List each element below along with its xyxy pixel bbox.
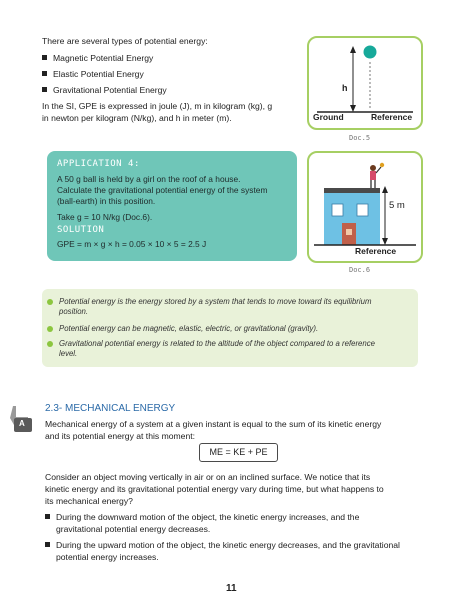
definition-line: and its potential energy at this moment:: [45, 431, 195, 441]
height-label: h: [342, 83, 348, 93]
summary-item: Gravitational potential energy is related to the altitude of the object compared to a reference level.: [59, 339, 405, 359]
summary-box: [42, 289, 418, 367]
given-line: Take g = 10 N/kg (Doc.6).: [57, 212, 153, 222]
solution-line: GPE = m × g × h = 0.05 × 10 × 5 = 2.5 J: [57, 239, 207, 249]
page-number: 11: [226, 583, 237, 594]
solution-title: SOLUTION: [57, 225, 105, 235]
motion-bullet-cont: potential energy increases.: [56, 552, 159, 562]
consider-line: Consider an object moving vertically in air or on an inclined surface. We notice that its: [45, 472, 371, 482]
consider-line: kinetic energy and its gravitational potential energy vary during time, but what happens to: [45, 484, 384, 494]
consider-line: its mechanical energy?: [45, 496, 133, 506]
application-line: A 50 g ball is held by a girl on the roof of a house.: [57, 174, 241, 184]
section-badge: [6, 403, 42, 437]
reference-label: Reference: [355, 246, 397, 256]
doc6-caption: Doc.6: [349, 266, 371, 274]
bullet-square-icon: [45, 542, 50, 547]
intro-heading: There are several types of potential energy:: [42, 36, 208, 46]
type-item: Gravitational Potential Energy: [42, 84, 167, 96]
type-item: Elastic Potential Energy: [42, 68, 144, 80]
definition-line: Mechanical energy of a system at a given instant is equal to the sum of its kinetic energy: [45, 419, 382, 429]
doc6-figure: [307, 151, 423, 263]
application-title: APPLICATION 4:: [57, 159, 140, 169]
si-units-line: In the SI, GPE is expressed in joule (J), m in kilogram (kg), g: [42, 101, 273, 111]
application-box: [47, 151, 297, 261]
badge-letter: A: [19, 419, 25, 428]
summary-item: Potential energy can be magnetic, elastic, electric, or gravitational (gravity).: [59, 324, 405, 334]
type-item: Magnetic Potential Energy: [42, 52, 153, 64]
application-line: (ball-earth) in this position.: [57, 196, 156, 206]
motion-bullet: During the downward motion of the object, the kinetic energy increases, and the: [45, 511, 359, 523]
summary-item: Potential energy is the energy stored by a system that tends to move toward its equilibrium position.: [59, 297, 405, 317]
reference-label: Reference: [371, 112, 413, 122]
motion-bullet: During the upward motion of the object, the kinetic energy decreases, and the gravitational: [45, 539, 400, 551]
doc5-caption: Doc.5: [349, 134, 371, 142]
doc5-figure: [307, 36, 423, 130]
bullet-dot-icon: [47, 299, 53, 305]
bullet-square-icon: [42, 55, 47, 60]
si-units-line: in newton per kilogram (N/kg), and h in meter (m).: [42, 113, 232, 123]
ground-label: Ground: [313, 112, 344, 122]
mechanical-energy-formula: ME = KE + PE: [199, 443, 278, 462]
bullet-square-icon: [42, 87, 47, 92]
application-line: Calculate the gravitational potential energy of the system: [57, 185, 268, 195]
section-title: 2.3- MECHANICAL ENERGY: [45, 403, 176, 414]
height-5m-label: 5 m: [389, 200, 405, 211]
bullet-dot-icon: [47, 326, 53, 332]
motion-bullet-cont: gravitational potential energy decreases.: [56, 524, 211, 534]
bullet-dot-icon: [47, 341, 53, 347]
bullet-square-icon: [42, 71, 47, 76]
bullet-square-icon: [45, 514, 50, 519]
